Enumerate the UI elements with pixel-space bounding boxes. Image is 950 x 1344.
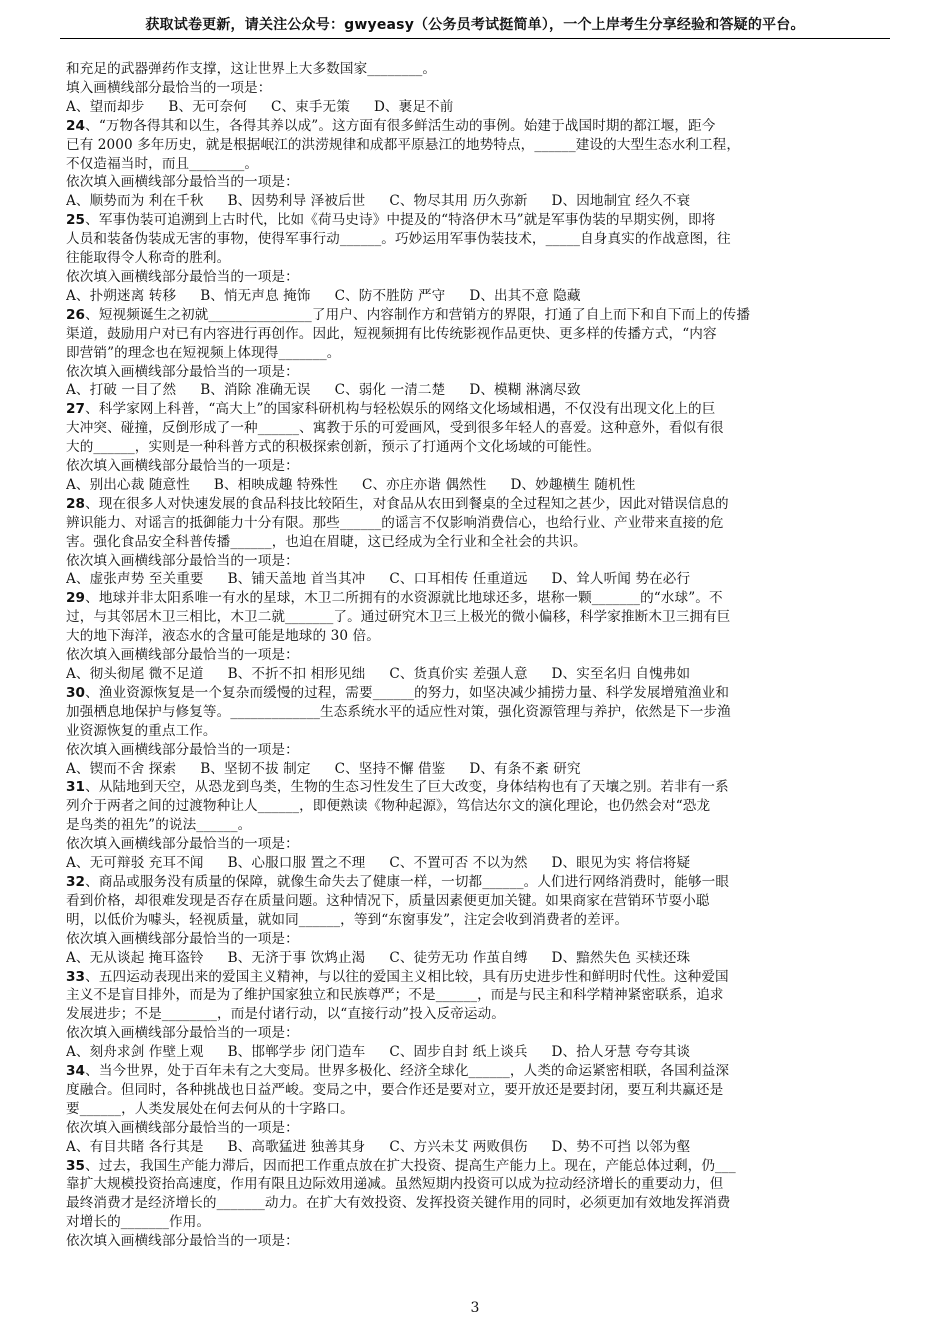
text-line	[66, 136, 884, 155]
text-line	[66, 986, 884, 1005]
question-number: 31	[66, 779, 86, 796]
line-text: 和充足的武器弹药作支撑，这让世界上大多数国家________。	[66, 61, 437, 77]
text-line	[66, 514, 884, 533]
text-line	[66, 930, 884, 949]
answer-option: A、有目共睹 各行其是	[66, 1138, 204, 1155]
answer-option: B、邯郸学步 闭门造车	[227, 1044, 366, 1061]
line-text: 、商品或服务没有质量的保障，就像生命失去了健康一样，一切都______。人们进行网络消费时，能够一眼	[85, 873, 730, 890]
text-line	[66, 1194, 884, 1213]
text-line	[66, 1119, 884, 1138]
answer-option: B、不折不扣 相形见绌	[227, 666, 366, 682]
answer-option: D、黯然失色 买椟还珠	[551, 949, 691, 966]
line-text: 、当今世界，处于百年未有之大变局。世界多极化、经济全球化______，人类的命运紧密相联，各国利益深	[85, 1063, 730, 1080]
question-line	[66, 117, 884, 136]
answer-option: D、模糊 淋漓尽致	[469, 382, 581, 399]
line-text: 依次填入画横线部分最恰当的一项是：	[66, 741, 299, 758]
answer-options	[66, 381, 884, 400]
line-text: 即营销”的理念也在短视频上体现得_______。	[66, 344, 341, 361]
line-text: 、现在很多人对快速发展的食品科技比较陌生，对食品从农田到餐桌的全过程知之甚少，因此对错误信息的	[85, 495, 729, 512]
answer-option: B、无济于事 饮鸩止渴	[227, 949, 366, 966]
text-line	[66, 1175, 884, 1194]
answer-option: B、心服口服 置之不理	[227, 855, 366, 872]
text-line	[66, 344, 884, 363]
answer-option: C、坚持不懈 借鉴	[334, 760, 446, 777]
line-text: 对增长的_______作用。	[66, 1214, 211, 1231]
text-line	[66, 230, 884, 249]
question-number: 25	[66, 212, 86, 229]
text-line	[66, 438, 884, 457]
line-text: 、从陆地到天空，从恐龙到鸟类，生物的生态习性发生了巨大改变，身体结构也有了天壤之别。若非有一系	[85, 779, 729, 796]
answer-options	[66, 192, 884, 211]
question-line	[66, 778, 884, 797]
answer-option: C、束手无策	[270, 98, 350, 115]
answer-options	[66, 476, 884, 495]
answer-option: A、扑朔迷离 转移	[66, 287, 177, 304]
line-text: 度融合。但同时，各种挑战也日益严峻。变局之中，要合作还是要对立，要开放还是要封闭，要互利共赢还是	[66, 1081, 724, 1098]
line-text: 明，以低价为噱头，轻视质量，就如同______，等到“东窗事发”，注定会收到消费者的差评。	[66, 911, 629, 928]
line-text: 看到价格，却很难发现是否存在质量问题。这种情况下，质量因素便更加关键。如果商家在营销环节耍小聪	[66, 892, 710, 909]
question-number: 32	[66, 873, 86, 890]
line-text: 、“万物各得其和以生，各得其养以成”。这方面有很多鲜活生动的事例。始建于战国时期的都江堰，距今	[85, 117, 716, 134]
answer-options	[66, 287, 884, 306]
answer-options	[66, 1043, 884, 1062]
answer-option: A、无从谈起 掩耳盗铃	[66, 949, 204, 966]
answer-option: C、防不胜防 严守	[334, 287, 446, 304]
answer-option: A、锲而不舍 探索	[66, 760, 177, 777]
text-line	[66, 797, 884, 816]
line-text: 依次填入画横线部分最恰当的一项是：	[66, 268, 299, 285]
question-line	[66, 306, 884, 325]
line-text: 人员和装备伪装成无害的事物，使得军事行动______。巧妙运用军事伪装技术，_____自身真实的作战意图，往	[66, 231, 731, 248]
text-line	[66, 1024, 884, 1043]
question-number: 28	[66, 495, 86, 512]
answer-option: D、因地制宜 经久不衰	[551, 193, 691, 210]
text-line	[66, 268, 884, 287]
answer-option: C、亦庄亦谐 偶然性	[361, 476, 487, 493]
line-text: 过，与其邻居木卫三相比，木卫二就_______了。通过研究木卫三上极光的微小偏移，科学家推断木卫三拥有巨	[66, 609, 731, 626]
answer-option: C、口耳相传 任重道远	[389, 571, 528, 588]
answer-option: D、妙趣横生 随机性	[510, 476, 636, 493]
question-line	[66, 1157, 884, 1176]
answer-option: D、耸人听闻 势在必行	[551, 571, 691, 588]
answer-option: A、彻头彻尾 微不足道	[66, 666, 204, 682]
answer-option: C、方兴未艾 两败俱伤	[389, 1138, 528, 1155]
page-number: 3	[470, 1300, 480, 1316]
text-line	[66, 173, 884, 192]
answer-options	[66, 854, 884, 873]
answer-option: A、别出心裁 随意性	[66, 476, 190, 493]
text-line	[66, 892, 884, 911]
line-text: 填入画横线部分最恰当的一项是：	[66, 79, 272, 96]
answer-option: D、裹足不前	[373, 98, 454, 115]
line-text: 大的地下海洋，液态水的含量可能是地球的 30 倍。	[66, 628, 380, 645]
text-line	[66, 722, 884, 741]
question-line	[66, 873, 884, 892]
question-line	[66, 495, 884, 514]
text-line	[66, 1213, 884, 1232]
answer-option: C、徒劳无功 作茧自缚	[389, 949, 528, 966]
line-text: 、科学家网上科普，“高大上”的国家科研机构与轻松娱乐的网络文化场域相遇，不仅没有出现文化上的巨	[85, 401, 716, 418]
document-body	[66, 60, 884, 1251]
text-line	[66, 533, 884, 552]
answer-options	[66, 98, 884, 117]
line-text: 、过去，我国生产能力滞后，因而把工作重点放在扩大投资、提高生产能力上。现在，产能总体过剩，仍___	[85, 1157, 736, 1174]
line-text: 依次填入画横线部分最恰当的一项是：	[66, 458, 299, 475]
answer-options	[66, 949, 884, 968]
answer-option: B、高歌猛进 独善其身	[227, 1138, 366, 1155]
answer-option: B、无可奈何	[168, 98, 247, 115]
answer-option: C、不置可否 不以为然	[389, 855, 528, 872]
line-text: 往能取得令人称奇的胜利。	[66, 250, 231, 267]
text-line	[66, 816, 884, 835]
answer-option: A、顺势而为 利在千秋	[66, 193, 204, 210]
line-text: 害。强化食品安全科普传播______，也迫在眉睫，这已经成为全行业和全社会的共识。	[66, 533, 587, 550]
answer-option: C、物尽其用 历久弥新	[389, 193, 528, 210]
answer-options	[66, 1138, 884, 1157]
line-text: 、军事伪装可追溯到上古时代，比如《荷马史诗》中提及的“特洛伊木马”就是军事伪装的早期实例，即将	[85, 212, 716, 229]
line-text: 最终消费才是经济增长的_______动力。在扩大有效投资、发挥投资关键作用的同时，必须更加有效地发挥消费	[66, 1195, 731, 1212]
line-text: 大的______，实则是一种科普方式的积极探索创新，预示了打通两个文化场域的可能性。	[66, 439, 601, 456]
question-line	[66, 211, 884, 230]
answer-option: D、眼见为实 将信将疑	[551, 855, 691, 872]
text-line	[66, 249, 884, 268]
line-text: 靠扩大规模投资抬高速度，作用有限且边际效用递减。虽然短期内投资可以成为拉动经济增长的重要动力，但	[66, 1176, 724, 1193]
answer-option: A、无可辩驳 充耳不闻	[66, 855, 204, 872]
answer-option: A、虚张声势 至关重要	[66, 571, 204, 588]
line-text: 主义不是盲目排外，而是为了维护国家独立和民族尊严；不是______，而是与民主和科学精神紧密联系，追求	[66, 987, 724, 1004]
answer-option: B、消除 准确无误	[200, 382, 311, 399]
question-number: 29	[66, 590, 86, 607]
text-line	[66, 552, 884, 571]
answer-option: A、打破 一目了然	[66, 382, 177, 399]
line-text: 依次填入画横线部分最恰当的一项是：	[66, 1119, 299, 1136]
line-text: 是鸟类的祖先”的说法______。	[66, 817, 252, 834]
line-text: 辨识能力、对谣言的抵御能力十分有限。那些______的谣言不仅影响消费信心，也给行业、产业带来直接的危	[66, 514, 724, 531]
text-line	[66, 741, 884, 760]
question-line	[66, 1062, 884, 1081]
line-text: 业资源恢复的重点工作。	[66, 722, 217, 739]
text-line	[66, 911, 884, 930]
line-text: 依次填入画横线部分最恰当的一项是：	[66, 1233, 299, 1250]
question-number: 24	[66, 117, 86, 134]
text-line	[66, 1100, 884, 1119]
text-line	[66, 155, 884, 174]
line-text: 加强栖息地保护与修复等。_____________生态系统水平的适应性对策，强化资源管理与养护，依然是下一步渔	[66, 703, 731, 720]
text-line	[66, 627, 884, 646]
question-number: 33	[66, 968, 86, 985]
line-text: 、地球并非太阳系唯一有水的星球，木卫二所拥有的水资源就比地球还多，堪称一颗_______的“水球”。不	[85, 590, 723, 607]
line-text: 依次填入画横线部分最恰当的一项是：	[66, 363, 299, 380]
text-line	[66, 835, 884, 854]
answer-option: B、因势利导 泽被后世	[227, 193, 366, 210]
question-number: 34	[66, 1063, 86, 1080]
answer-option: C、固步自封 纸上谈兵	[389, 1044, 528, 1061]
text-line	[66, 79, 884, 98]
line-text: 、五四运动表现出来的爱国主义精神，与以往的爱国主义相比较，具有历史进步性和鲜明时代性。这种爱国	[85, 968, 729, 985]
question-line	[66, 400, 884, 419]
answer-option: B、悄无声息 掩饰	[200, 287, 311, 304]
answer-option: D、出其不意 隐藏	[469, 287, 581, 304]
line-text: 、渔业资源恢复是一个复杂而缓慢的过程，需要______的努力，如坚决减少捕捞力量、科学发展增殖渔业和	[85, 684, 730, 701]
answer-option: D、拾人牙慧 夸夸其谈	[551, 1044, 691, 1061]
text-line	[66, 703, 884, 722]
text-line	[66, 646, 884, 665]
text-line	[66, 60, 884, 79]
answer-option: A、望而却步	[66, 98, 145, 115]
line-text: 不仅造福当时，而且________。	[66, 155, 259, 172]
text-line	[66, 457, 884, 476]
line-text: 渠道，鼓励用户对已有内容进行再创作。因此，短视频拥有比传统影视作品更快、更多样的传播方式，“内容	[66, 325, 717, 342]
text-line	[66, 419, 884, 438]
question-line	[66, 684, 884, 703]
answer-option: C、货真价实 差强人意	[389, 666, 528, 682]
page-header: 获取试卷更新，请关注公众号：gwyeasy（公务员考试挺简单），一个上岸考生分享经验和答疑的平台。	[145, 17, 805, 33]
answer-options	[66, 570, 884, 589]
text-line	[66, 1081, 884, 1100]
header-divider	[60, 38, 890, 39]
line-text: 依次填入画横线部分最恰当的一项是：	[66, 552, 299, 569]
line-text: 、短视频诞生之初就_______________了用户、内容制作方和营销方的界限，打通了自上而下和自下而上的传播	[85, 306, 751, 323]
answer-option: B、坚韧不拔 制定	[200, 760, 311, 777]
question-number: 27	[66, 401, 86, 418]
answer-option: A、刻舟求剑 作壁上观	[66, 1044, 204, 1061]
answer-option: B、相映成趣 特殊性	[213, 476, 338, 493]
text-line	[66, 1005, 884, 1024]
line-text: 依次填入画横线部分最恰当的一项是：	[66, 836, 299, 853]
answer-option: D、势不可挡 以邻为壑	[551, 1138, 691, 1155]
text-line	[66, 363, 884, 382]
line-text: 要______，人类发展处在何去何从的十字路口。	[66, 1100, 354, 1117]
question-line	[66, 968, 884, 987]
line-text: 依次填入画横线部分最恰当的一项是：	[66, 930, 299, 947]
text-line	[66, 325, 884, 344]
answer-options	[66, 760, 884, 779]
line-text: 已有 2000 多年历史，就是根据岷江的洪涝规律和成都平原悬江的地势特点，______建设的大型生态水利工程，	[66, 136, 741, 153]
line-text: 依次填入画横线部分最恰当的一项是：	[66, 647, 299, 664]
line-text: 发展进步；不是________，而是付诸行动，以“直接行动”投入反帝运动。	[66, 1006, 506, 1023]
answer-option: B、铺天盖地 首当其冲	[227, 571, 366, 588]
text-line	[66, 608, 884, 627]
answer-option: D、实至名归 自愧弗如	[551, 666, 691, 682]
text-line	[66, 1232, 884, 1251]
question-number: 35	[66, 1157, 86, 1174]
answer-option: C、弱化 一清二楚	[334, 382, 446, 399]
question-line	[66, 589, 884, 608]
line-text: 依次填入画横线部分最恰当的一项是：	[66, 1025, 299, 1042]
line-text: 大冲突、碰撞，反倒形成了一种______、寓教于乐的可爱画风，受到很多年轻人的喜爱。这种意外，看似有很	[66, 420, 724, 437]
question-number: 26	[66, 306, 86, 323]
answer-option: D、有条不紊 研究	[469, 760, 581, 777]
line-text: 依次填入画横线部分最恰当的一项是：	[66, 174, 299, 191]
answer-options	[66, 665, 884, 684]
line-text: 列介于两者之间的过渡物种让人______，即便熟读《物种起源》，笃信达尔文的演化理论，也仍然会对“恐龙	[66, 798, 711, 815]
question-number: 30	[66, 684, 86, 701]
